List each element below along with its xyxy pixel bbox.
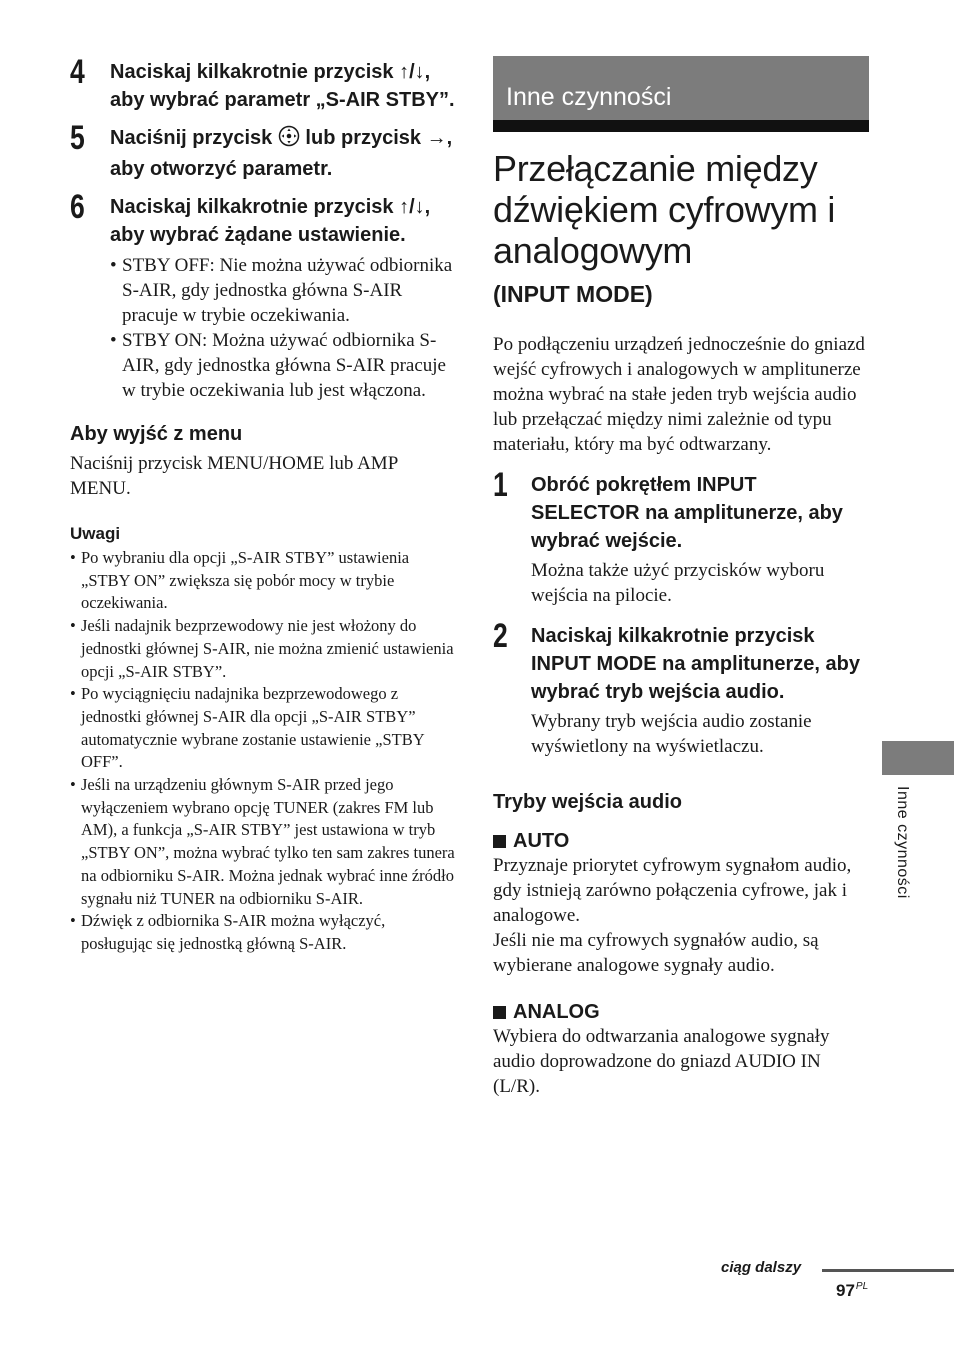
square-icon [493,1006,506,1019]
step-number: 6 [70,188,85,226]
intro-text: Po podłączeniu urządzeń jednocześnie do gniazd wejść cyfrowych i analogowych w amplitunerze można wybrać na stałe jeden tryb wejścia audio lub przełączać między nimi zależnie od typu materiału, który ma być odtwarzany. [493,334,865,455]
right-column [493,56,869,1099]
modes-heading: Tryby wejścia audio [493,791,682,813]
step-number: 1 [493,466,508,504]
list-item: • STBY OFF: Nie można używać odbiornika S-AIR, gdy jednostka główna S-AIR pracuje w trybie oczekiwania. [110,253,455,328]
step-title: Naciskaj kilkakrotnie przycisk ↑/↓, aby wybrać żądane ustawienie. [110,196,431,246]
settings-list [110,253,455,403]
mode-auto-text-2: Jeśli nie ma cyfrowych sygnałów audio, są wybierane analogowe sygnały audio. [493,930,819,976]
list-item: • STBY ON: Można używać odbiornika S-AIR, gdy jednostka główna S-AIR pracuje w trybie oczekiwania lub jest włączona. [110,328,455,403]
step-2 [493,617,869,759]
step-number: 2 [493,617,508,655]
step-1 [493,466,869,608]
continued-label: ciąg dalszy [721,1259,802,1276]
notes-heading: Uwagi [70,524,121,543]
step-title: Obróć pokrętłem INPUT SELECTOR na amplitunerze, aby wybrać wejście. [531,474,843,552]
enter-button-icon [278,125,300,155]
step-body: Wybrany tryb wejścia audio zostanie wyświetlony na wyświetlaczu. [531,711,812,757]
note-item: • Po wyciągnięciu nadajnika bezprzewodowego z jednostki głównej S-AIR dla opcji „S-AIR STBY” automatycznie wybrane zostanie ustawienie „STBY OFF”. [70,683,455,774]
note-item: • Jeśli na urządzeniu głównym S-AIR przed jego wyłączeniem wybrano opcję TUNER (zakres FM lub AM), a funkcja „S-AIR STBY” jest ustawiona w tryb „STBY ON”, można wybrać tylko ten sam zakres tunera na odbiorniku S-AIR. Można jednak wybrać inne źródło sygnału niż TUNER na odbiorniku S-AIR. [70,774,455,910]
up-down-arrows-icon: ↑/↓ [399,61,425,83]
note-item: • Po wybraniu dla opcji „S-AIR STBY” ustawienia „STBY ON” zwiększa się pobór mocy w trybie oczekiwania. [70,547,455,615]
note-item: • Dźwięk z odbiornika S-AIR można wyłączyć, posługując się jednostką główną S-AIR. [70,910,455,955]
square-icon [493,835,506,848]
page-number: $97^{PL}$ [836,1281,869,1300]
mode-auto-heading: AUTO [493,829,869,853]
mode-auto-text: Przyznaje priorytet cyfrowym sygnałom audio, gdy istnieją zarówno połączenia cyfrowe, jak i analogowe. [493,855,852,926]
step-title: Naciśnij przycisk lub przycisk →, aby otworzyć parametr. [110,127,453,180]
step-number: 4 [70,53,85,91]
step-title: Naciskaj kilkakrotnie przycisk ↑/↓, aby wybrać parametr „S-AIR STBY”. [110,61,455,111]
notes-list [70,547,455,956]
page-title: Przełączanie między dźwiękiem cyfrowym i analogowym [493,148,836,271]
left-column [70,53,455,956]
step-number: 5 [70,119,85,157]
exit-menu-heading: Aby wyjść z menu [70,423,243,445]
step-title: Naciskaj kilkakrotnie przycisk INPUT MODE na amplitunerze, aby wybrać tryb wejścia audio. [531,625,860,703]
mode-analog-heading: ANALOG [493,1000,869,1024]
step-5 [70,119,455,183]
side-section-label: Inne czynności [894,786,911,899]
step-body: Można także użyć przycisków wyboru wejścia na pilocie. [531,560,825,606]
exit-menu-text: Naciśnij przycisk MENU/HOME lub AMP MENU. [70,453,398,499]
page-subtitle: (INPUT MODE) [493,281,653,307]
side-tab [882,741,954,775]
section-header-bar: Inne czynności [493,56,869,132]
note-item: • Jeśli nadajnik bezprzewodowy nie jest włożony do jednostki głównej S-AIR, nie można zmienić ustawienia opcji „S-AIR STBY”. [70,615,455,683]
up-down-arrows-icon: ↑/↓ [399,196,425,218]
continued-rule [822,1269,954,1272]
step-4 [70,53,455,114]
right-arrow-icon: → [426,127,447,149]
mode-analog-text: Wybiera do odtwarzania analogowe sygnały audio doprowadzone do gniazd AUDIO IN (L/R). [493,1026,830,1097]
step-6 [70,188,455,403]
